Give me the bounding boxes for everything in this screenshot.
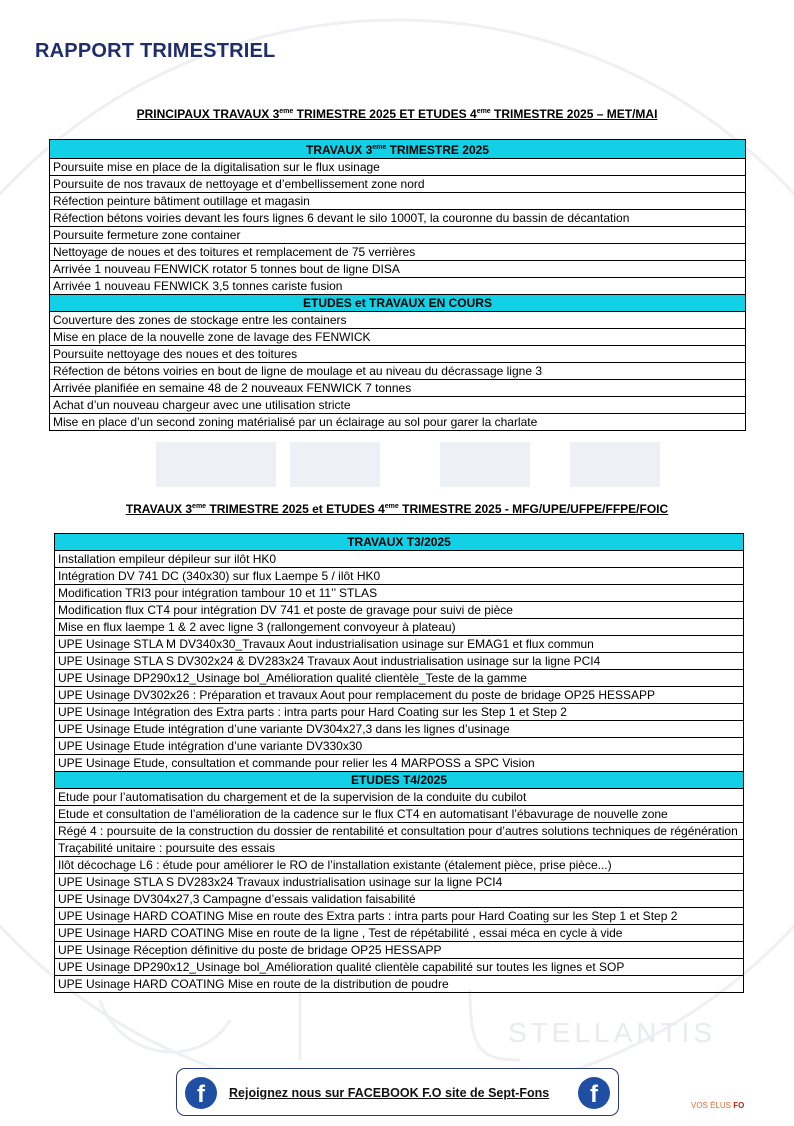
facebook-icon[interactable]: f (185, 1077, 217, 1109)
facebook-icon[interactable]: f (578, 1077, 610, 1109)
table-row: UPE Usinage HARD COATING Mise en route des Extra parts : intra parts pour Hard Coating sur les Step 1 et Step 2 (55, 908, 744, 925)
table-row: Poursuite de nos travaux de nettoyage et d’embellissement zone nord (50, 176, 746, 193)
table-row: UPE Usinage HARD COATING Mise en route de la ligne , Test de répétabilité , essai méca en cycle à vide (55, 925, 744, 942)
section1-heading: PRINCIPAUX TRAVAUX 3eme TRIMESTRE 2025 ET ETUDES 4eme TRIMESTRE 2025 – MET/MAI (136, 107, 658, 121)
facebook-link[interactable]: Rejoignez nous sur FACEBOOK F.O site de Sept-Fons (229, 1086, 550, 1100)
table-row: Mise en place de la nouvelle zone de lavage des FENWICK (50, 329, 746, 346)
table-row: Réfection bétons voiries devant les fours lignes 6 devant le silo 1000T, la couronne du bassin de décantation (50, 210, 746, 227)
table-row: UPE Usinage Etude intégration d’une variante DV330x30 (55, 738, 744, 755)
table-header-row (50, 140, 746, 159)
facebook-banner[interactable] (176, 1068, 619, 1116)
table-header-row (55, 534, 744, 551)
table-row: Intégration DV 741 DC (340x30) sur flux Laempe 5 / ilôt HK0 (55, 568, 744, 585)
table-row: Régé 4 : poursuite de la construction du dossier de rentabilité et consultation pour d’autres solutions techniques de régénération (55, 823, 744, 840)
table-row: Arrivée planifiée en semaine 48 de 2 nouveaux FENWICK 7 tonnes (50, 380, 746, 397)
table-row: UPE Usinage DP290x12_Usinage bol_Amélioration qualité clientèle capabilité sur toutes les lignes et SOP (55, 959, 744, 976)
met-mai-table (49, 139, 746, 431)
table-row: Mise en place d’un second zoning matérialisé par un éclairage au sol pour garer la charlate (50, 414, 746, 431)
table-row: UPE Usinage DV304x27,3 Campagne d’essais validation faisabilité (55, 891, 744, 908)
etudes-t4-2025-header: ETUDES T4/2025 (55, 772, 744, 789)
table-row: Poursuite mise en place de la digitalisation sur le flux usinage (50, 159, 746, 176)
mfg-upe-table (54, 533, 744, 993)
table-row: UPE Usinage DP290x12_Usinage bol_Amélioration qualité clientèle_Teste de la gamme (55, 670, 744, 687)
table-row: Nettoyage de noues et des toitures et remplacement de 75 verrières (50, 244, 746, 261)
table-row: Installation empileur dépileur sur ilôt HK0 (55, 551, 744, 568)
table-row: Arrivée 1 nouveau FENWICK rotator 5 tonnes bout de ligne DISA (50, 261, 746, 278)
table-row: Modification flux CT4 pour intégration DV 741 et poste de gravage pour suivi de pièce (55, 602, 744, 619)
table-row: UPE Usinage STLA S DV283x24 Travaux industrialisation usinage sur la ligne PCI4 (55, 874, 744, 891)
table-row: UPE Usinage Réception définitive du poste de bridage OP25 HESSAPP (55, 942, 744, 959)
table-row: Traçabilité unitaire : poursuite des essais (55, 840, 744, 857)
watermark-brand: STELLANTIS (508, 1017, 717, 1048)
travaux-t3-header: TRAVAUX 3eme TRIMESTRE 2025 (50, 140, 746, 159)
table-row: Etude et consultation de l’amélioration de la cadence sur le flux CT4 en automatisant l’ébavurage de nouvelle zone (55, 806, 744, 823)
table-row: Poursuite nettoyage des noues et des toitures (50, 346, 746, 363)
table-row: Ilôt décochage L6 : étude pour améliorer le RO de l’installation existante (étalement pièce, prise pièce...) (55, 857, 744, 874)
table-row: UPE Usinage STLA S DV302x24 & DV283x24 Travaux Aout industrialisation usinage sur la ligne PCI4 (55, 653, 744, 670)
table-row: Mise en flux laempe 1 & 2 avec ligne 3 (rallongement convoyeur à plateau) (55, 619, 744, 636)
table-row: UPE Usinage HARD COATING Mise en route de la distribution de poudre (55, 976, 744, 993)
table-row: Etude pour l’automatisation du chargement et de la supervision de la conduite du cubilot (55, 789, 744, 806)
table-row: Arrivée 1 nouveau FENWICK 3,5 tonnes cariste fusion (50, 278, 746, 295)
table-row: UPE Usinage DV302x26 : Préparation et travaux Aout pour remplacement du poste de bridage OP25 HESSAPP (55, 687, 744, 704)
etudes-en-cours-header: ETUDES et TRAVAUX EN COURS (50, 295, 746, 312)
table-row: Réfection de bétons voiries en bout de ligne de moulage et au niveau du décrassage ligne 3 (50, 363, 746, 380)
table-row: UPE Usinage Intégration des Extra parts : intra parts pour Hard Coating sur les Step 1 et Step 2 (55, 704, 744, 721)
table-row: Achat d’un nouveau chargeur avec une utilisation stricte (50, 397, 746, 414)
footer-credit: VOS ÉLUS FO (691, 1101, 745, 1110)
table-header-row (55, 772, 744, 789)
travaux-t3-2025-header: TRAVAUX T3/2025 (55, 534, 744, 551)
page-title: RAPPORT TRIMESTRIEL (35, 40, 276, 62)
section2-heading: TRAVAUX 3eme TRIMESTRE 2025 et ETUDES 4eme TRIMESTRE 2025 - MFG/UPE/UFPE/FFPE/FOIC (125, 502, 669, 516)
table-row: UPE Usinage STLA M DV340x30_Travaux Aout industrialisation usinage sur EMAG1 et flux commun (55, 636, 744, 653)
table-row: UPE Usinage Etude intégration d’une variante DV304x27,3 dans les lignes d’usinage (55, 721, 744, 738)
table-row: Réfection peinture bâtiment outillage et magasin (50, 193, 746, 210)
table-row: Modification TRI3 pour intégration tambour 10 et 11’’ STLAS (55, 585, 744, 602)
table-row: Couverture des zones de stockage entre les containers (50, 312, 746, 329)
table-header-row (50, 295, 746, 312)
table-row: Poursuite fermeture zone container (50, 227, 746, 244)
table-row: UPE Usinage Etude, consultation et commande pour relier les 4 MARPOSS a SPC Vision (55, 755, 744, 772)
